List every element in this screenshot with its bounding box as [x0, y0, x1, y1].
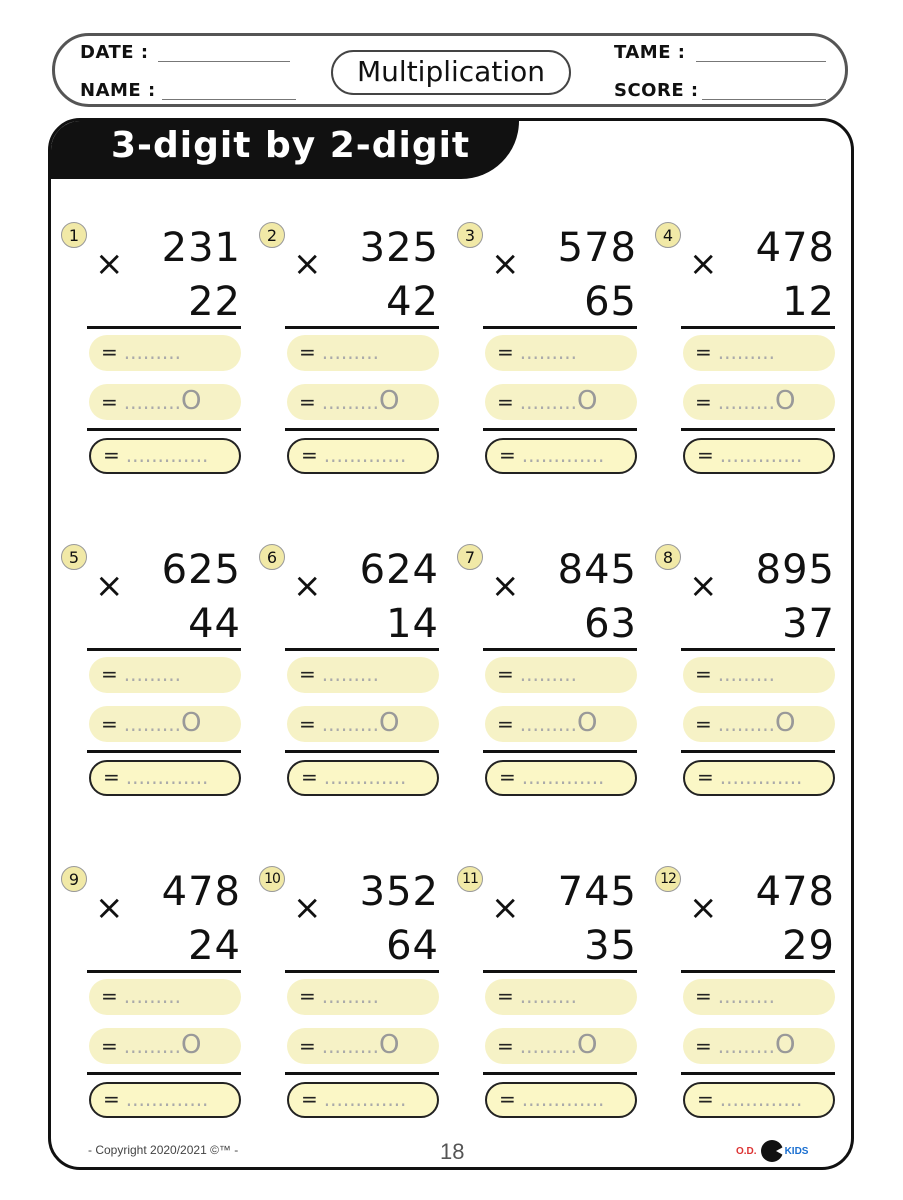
times-icon: ×	[689, 566, 718, 606]
times-icon: ×	[293, 244, 322, 284]
sum-line	[285, 1072, 439, 1075]
multiplier: 22	[188, 279, 241, 325]
equals-sign: =	[101, 984, 118, 1008]
multiplier: 37	[782, 601, 835, 647]
score-label: SCORE :	[614, 80, 699, 101]
placeholder-zero: O	[378, 386, 400, 416]
answer-dots: .........	[123, 712, 181, 736]
problem-6	[259, 544, 439, 804]
equals-sign: =	[697, 765, 714, 789]
answer-dots: .............	[521, 765, 605, 789]
multiplier: 29	[782, 923, 835, 969]
sum-line	[87, 1072, 241, 1075]
equals-sign: =	[499, 765, 516, 789]
multiplier: 44	[188, 601, 241, 647]
multiplicand: 478	[161, 869, 241, 915]
partial-product-1-field[interactable]	[683, 979, 835, 1015]
equals-sign: =	[103, 765, 120, 789]
placeholder-zero: O	[180, 386, 202, 416]
multiplicand: 325	[359, 225, 439, 271]
final-answer-field[interactable]	[287, 1082, 439, 1118]
placeholder-zero: O	[576, 1030, 598, 1060]
problem-7	[457, 544, 637, 804]
final-answer-field[interactable]	[89, 1082, 241, 1118]
partial-product-1-field[interactable]	[287, 657, 439, 693]
partial-product-2-field[interactable]	[683, 1028, 835, 1064]
final-answer-field[interactable]	[485, 760, 637, 796]
equals-sign: =	[695, 340, 712, 364]
equals-sign: =	[101, 1034, 118, 1058]
problem-number-badge: 2	[259, 222, 285, 248]
times-icon: ×	[689, 244, 718, 284]
final-answer-field[interactable]	[683, 1082, 835, 1118]
equals-sign: =	[103, 443, 120, 467]
divider-line	[681, 970, 835, 973]
divider-line	[285, 648, 439, 651]
problem-5	[61, 544, 241, 804]
section-banner	[51, 121, 519, 179]
partial-product-2-field[interactable]	[287, 1028, 439, 1064]
problem-number-badge: 9	[61, 866, 87, 892]
multiplier: 12	[782, 279, 835, 325]
equals-sign: =	[497, 1034, 514, 1058]
equals-sign: =	[695, 390, 712, 414]
partial-product-2-field[interactable]	[485, 384, 637, 420]
answer-dots: .........	[717, 340, 775, 364]
equals-sign: =	[299, 984, 316, 1008]
answer-dots: .........	[519, 662, 577, 686]
problem-number-badge: 1	[61, 222, 87, 248]
partial-product-1-field[interactable]	[485, 979, 637, 1015]
equals-sign: =	[101, 390, 118, 414]
problem-number-badge: 10	[259, 866, 285, 892]
final-answer-field[interactable]	[89, 438, 241, 474]
answer-dots: .........	[321, 712, 379, 736]
answer-dots: .........	[717, 390, 775, 414]
answer-dots: .........	[717, 984, 775, 1008]
sum-line	[285, 750, 439, 753]
partial-product-2-field[interactable]	[485, 706, 637, 742]
multiplicand: 231	[161, 225, 241, 271]
placeholder-zero: O	[774, 708, 796, 738]
times-icon: ×	[293, 566, 322, 606]
answer-dots: .........	[519, 390, 577, 414]
answer-dots: .........	[321, 662, 379, 686]
divider-line	[483, 970, 637, 973]
logo-mark-icon	[761, 1140, 783, 1162]
multiplicand: 478	[755, 225, 835, 271]
times-icon: ×	[491, 888, 520, 928]
equals-sign: =	[497, 984, 514, 1008]
date-label: DATE :	[80, 42, 149, 63]
multiplicand: 352	[359, 869, 439, 915]
divider-line	[285, 970, 439, 973]
divider-line	[681, 326, 835, 329]
placeholder-zero: O	[576, 386, 598, 416]
partial-product-1-field[interactable]	[287, 335, 439, 371]
answer-dots: .............	[719, 443, 803, 467]
problem-4	[655, 222, 835, 482]
multiplicand: 845	[557, 547, 637, 593]
problem-2	[259, 222, 439, 482]
placeholder-zero: O	[180, 708, 202, 738]
partial-product-2-field[interactable]	[683, 384, 835, 420]
answer-dots: .........	[123, 984, 181, 1008]
equals-sign: =	[101, 712, 118, 736]
problem-8	[655, 544, 835, 804]
problem-number-badge: 5	[61, 544, 87, 570]
answer-dots: .............	[323, 765, 407, 789]
equals-sign: =	[499, 1087, 516, 1111]
answer-dots: .........	[321, 340, 379, 364]
equals-sign: =	[695, 662, 712, 686]
partial-product-2-field[interactable]	[89, 1028, 241, 1064]
answer-dots: .............	[521, 1087, 605, 1111]
equals-sign: =	[301, 765, 318, 789]
problem-number-badge: 12	[655, 866, 681, 892]
multiplier: 63	[584, 601, 637, 647]
partial-product-1-field[interactable]	[485, 335, 637, 371]
final-answer-field[interactable]	[287, 438, 439, 474]
placeholder-zero: O	[576, 708, 598, 738]
copyright-text: - Copyright 2020/2021 ©™ -	[88, 1143, 239, 1157]
sum-line	[483, 1072, 637, 1075]
logo-text: O.D.	[736, 1145, 757, 1157]
answer-dots: .............	[125, 443, 209, 467]
answer-dots: .........	[519, 1034, 577, 1058]
answer-dots: .........	[123, 1034, 181, 1058]
multiplier: 64	[386, 923, 439, 969]
multiplicand: 895	[755, 547, 835, 593]
final-answer-field[interactable]	[683, 438, 835, 474]
equals-sign: =	[497, 340, 514, 364]
divider-line	[87, 970, 241, 973]
divider-line	[483, 648, 637, 651]
partial-product-1-field[interactable]	[89, 979, 241, 1015]
answer-dots: .........	[519, 340, 577, 364]
multiplicand: 625	[161, 547, 241, 593]
final-answer-field[interactable]	[485, 438, 637, 474]
problem-number-badge: 4	[655, 222, 681, 248]
placeholder-zero: O	[378, 1030, 400, 1060]
answer-dots: .............	[323, 443, 407, 467]
equals-sign: =	[497, 662, 514, 686]
equals-sign: =	[499, 443, 516, 467]
partial-product-1-field[interactable]	[485, 657, 637, 693]
final-answer-field[interactable]	[287, 760, 439, 796]
final-answer-field[interactable]	[485, 1082, 637, 1118]
equals-sign: =	[101, 340, 118, 364]
divider-line	[285, 326, 439, 329]
equals-sign: =	[299, 712, 316, 736]
equals-sign: =	[299, 1034, 316, 1058]
multiplicand: 624	[359, 547, 439, 593]
problem-1	[61, 222, 241, 482]
worksheet-title: Multiplication	[331, 50, 571, 95]
logo-kids-text: KIDS	[784, 1145, 809, 1157]
sum-line	[483, 750, 637, 753]
equals-sign: =	[695, 984, 712, 1008]
equals-sign: =	[697, 1087, 714, 1111]
multiplier: 14	[386, 601, 439, 647]
equals-sign: =	[497, 390, 514, 414]
problem-number-badge: 11	[457, 866, 483, 892]
problem-9	[61, 866, 241, 1126]
answer-dots: .........	[717, 662, 775, 686]
partial-product-1-field[interactable]	[287, 979, 439, 1015]
times-icon: ×	[95, 566, 124, 606]
answer-dots: .........	[717, 712, 775, 736]
partial-product-2-field[interactable]	[89, 706, 241, 742]
problem-11	[457, 866, 637, 1126]
answer-dots: .........	[321, 984, 379, 1008]
answer-dots: .............	[125, 1087, 209, 1111]
final-answer-field[interactable]	[683, 760, 835, 796]
time-label: TAME :	[614, 42, 686, 63]
equals-sign: =	[101, 662, 118, 686]
answer-dots: .........	[519, 984, 577, 1008]
equals-sign: =	[301, 443, 318, 467]
problem-10	[259, 866, 439, 1126]
multiplier: 65	[584, 279, 637, 325]
equals-sign: =	[301, 1087, 318, 1111]
answer-dots: .........	[519, 712, 577, 736]
divider-line	[483, 326, 637, 329]
date-field[interactable]	[158, 61, 290, 62]
placeholder-zero: O	[180, 1030, 202, 1060]
time-field[interactable]	[696, 61, 826, 62]
equals-sign: =	[497, 712, 514, 736]
times-icon: ×	[293, 888, 322, 928]
multiplicand: 745	[557, 869, 637, 915]
answer-dots: .........	[123, 340, 181, 364]
sum-line	[87, 750, 241, 753]
equals-sign: =	[299, 390, 316, 414]
partial-product-2-field[interactable]	[287, 706, 439, 742]
partial-product-2-field[interactable]	[485, 1028, 637, 1064]
name-label: NAME :	[80, 80, 156, 101]
placeholder-zero: O	[378, 708, 400, 738]
sum-line	[681, 750, 835, 753]
answer-dots: .........	[717, 1034, 775, 1058]
times-icon: ×	[95, 888, 124, 928]
divider-line	[87, 326, 241, 329]
divider-line	[87, 648, 241, 651]
placeholder-zero: O	[774, 1030, 796, 1060]
score-field[interactable]	[702, 99, 826, 100]
partial-product-1-field[interactable]	[89, 657, 241, 693]
partial-product-1-field[interactable]	[683, 657, 835, 693]
answer-dots: .............	[719, 765, 803, 789]
placeholder-zero: O	[774, 386, 796, 416]
problem-12	[655, 866, 835, 1126]
answer-dots: .............	[323, 1087, 407, 1111]
equals-sign: =	[695, 712, 712, 736]
name-field[interactable]	[162, 99, 296, 100]
multiplier: 24	[188, 923, 241, 969]
partial-product-2-field[interactable]	[683, 706, 835, 742]
equals-sign: =	[697, 443, 714, 467]
divider-line	[681, 648, 835, 651]
problem-number-badge: 3	[457, 222, 483, 248]
sum-line	[483, 428, 637, 431]
sum-line	[87, 428, 241, 431]
problem-number-badge: 7	[457, 544, 483, 570]
times-icon: ×	[689, 888, 718, 928]
multiplicand: 478	[755, 869, 835, 915]
equals-sign: =	[103, 1087, 120, 1111]
sum-line	[681, 428, 835, 431]
problem-number-badge: 8	[655, 544, 681, 570]
problem-number-badge: 6	[259, 544, 285, 570]
page-number: 18	[440, 1139, 465, 1164]
multiplier: 42	[386, 279, 439, 325]
equals-sign: =	[695, 1034, 712, 1058]
times-icon: ×	[95, 244, 124, 284]
answer-dots: .........	[123, 662, 181, 686]
final-answer-field[interactable]	[89, 760, 241, 796]
partial-product-2-field[interactable]	[89, 384, 241, 420]
answer-dots: .........	[321, 1034, 379, 1058]
sum-line	[285, 428, 439, 431]
brand-logo	[736, 1138, 808, 1164]
multiplicand: 578	[557, 225, 637, 271]
answer-dots: .........	[123, 390, 181, 414]
partial-product-2-field[interactable]	[287, 384, 439, 420]
section-title: 3-digit by 2-digit	[111, 125, 471, 166]
equals-sign: =	[299, 340, 316, 364]
partial-product-1-field[interactable]	[89, 335, 241, 371]
answer-dots: .........	[321, 390, 379, 414]
sum-line	[681, 1072, 835, 1075]
answer-dots: .............	[125, 765, 209, 789]
multiplier: 35	[584, 923, 637, 969]
answer-dots: .............	[719, 1087, 803, 1111]
answer-dots: .............	[521, 443, 605, 467]
problem-3	[457, 222, 637, 482]
times-icon: ×	[491, 566, 520, 606]
equals-sign: =	[299, 662, 316, 686]
times-icon: ×	[491, 244, 520, 284]
partial-product-1-field[interactable]	[683, 335, 835, 371]
